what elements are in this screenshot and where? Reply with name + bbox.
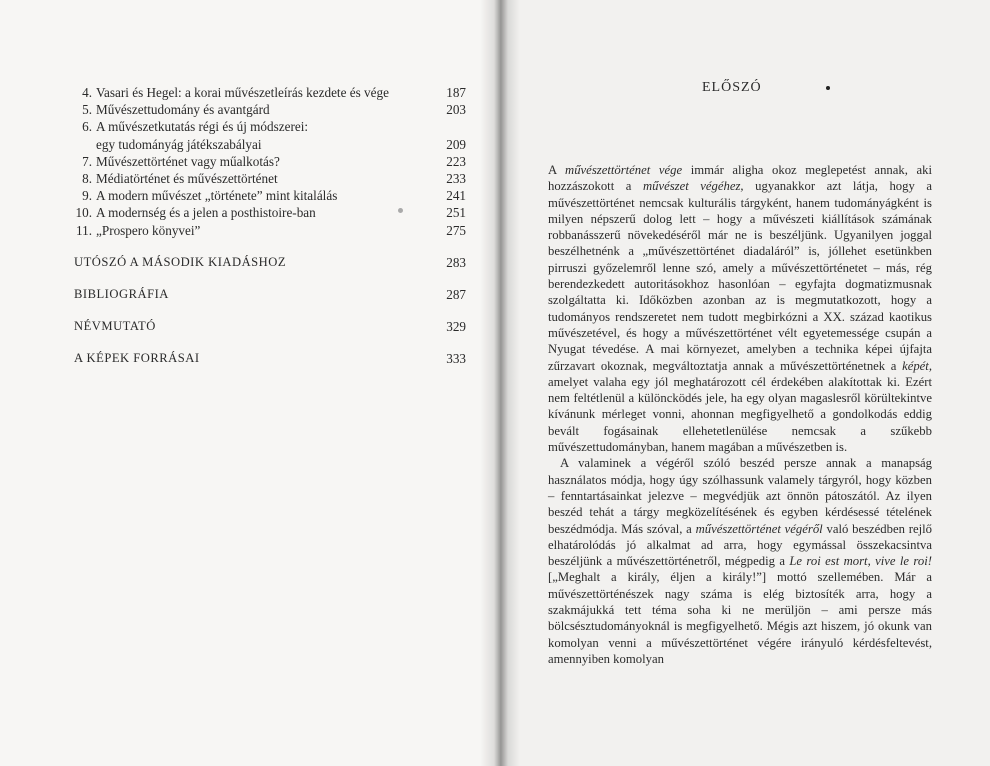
toc-page xyxy=(436,118,466,135)
toc-title: Médiatörténet és művészettörténet xyxy=(96,171,278,187)
toc-title: Vasari és Hegel: a korai művészetleírás kezdete és vége xyxy=(96,85,389,100)
toc-number: 11. xyxy=(76,222,92,238)
toc-page: 275 xyxy=(446,222,466,238)
preface-paragraph xyxy=(548,455,932,667)
table-of-contents xyxy=(74,84,466,368)
preface-body xyxy=(548,162,932,667)
text-run: amelyet valaha egy jól meghatározott cél érdekében alakítottak ki. Ezért nem feltétlenül a különcködés jele, ha egy olyan magaslesről körültekintve kívánunk mérleget vonni, ahonnan megfigyelhető a gondolkodás eddig bevált fogásainak ellehetetlenülése nemcsak a szűkebb művészettudományban, hanem magában a művészetben is. xyxy=(548,374,932,455)
toc-number: 4. xyxy=(82,85,92,100)
toc-number: 10. xyxy=(75,205,92,221)
text-run: immár aligha okoz meglepetést annak, aki hozzászokott a xyxy=(548,163,932,194)
preface-title: ELŐSZÓ xyxy=(702,80,762,95)
toc-entry xyxy=(74,84,466,101)
toc-entry xyxy=(74,153,466,170)
book-gutter xyxy=(480,0,520,766)
toc-title: egy tudományág játékszabályai xyxy=(96,136,262,152)
toc-entry-continuation xyxy=(74,136,466,153)
text-run: A valaminek a végéről szóló beszéd persze annak a manapság használatos módja, hogy úgy szólhassunk valamely tárgyról, hogy közben – fenntartásainkat jelezve – megvédjük azt önnön pátoszától. Az ilyen beszéd tehát a tárgy megközelítésének és egyben kérdésessé tételének beszédmódja. Más szóval, a xyxy=(548,456,932,536)
toc-section xyxy=(74,318,466,335)
toc-section-title: UTÓSZÓ A MÁSODIK KIADÁSHOZ xyxy=(74,254,287,269)
toc-entry xyxy=(74,118,466,135)
italic-run: Le roi est mort, vive le roi! xyxy=(789,554,932,569)
paper-speck xyxy=(398,208,403,213)
toc-page: 287 xyxy=(446,287,466,303)
toc-page: 241 xyxy=(446,188,466,204)
toc-page: 203 xyxy=(446,102,466,118)
toc-number: 6. xyxy=(82,119,92,135)
toc-title: Művészettörténet vagy műalkotás? xyxy=(96,153,280,169)
text-run: való beszédben rejlő elhatárolódás jó alkalmat ad arra, hogy egymással összekacsintva beszéljünk a művészettörténetről, mégpedig a xyxy=(548,521,932,569)
toc-title: „Prospero könyvei” xyxy=(96,222,201,238)
toc-entry xyxy=(74,187,466,204)
toc-title: A modernség és a jelen a posthistoire-ban xyxy=(96,205,316,221)
italic-run: művészet végéhez, xyxy=(642,179,744,194)
toc-title: A művészetkutatás régi és új módszerei: xyxy=(96,119,309,135)
toc-page: 333 xyxy=(446,351,466,367)
text-run: [„Meghalt a király, éljen a király!”] mottó szellemében. Már a művészettörténészek nagy száma is elég biztosíték arra, hogy a szakmájukká tett téma soha ki ne merüljön – ami persze más bölcsésztudományoknál is megfigyelhető. Mégis azt hiszem, jó okunk van komolyan venni a művészettörténet végére irányuló kérdésfeltevést, amennyiben komolyan xyxy=(548,570,932,666)
italic-run: művészettörténet vége xyxy=(565,163,683,177)
toc-page: 223 xyxy=(446,153,466,169)
toc-number: 8. xyxy=(82,171,92,187)
toc-number: 9. xyxy=(82,188,92,204)
toc-section-title: A KÉPEK FORRÁSAI xyxy=(74,351,200,366)
toc-number: 5. xyxy=(82,102,92,118)
toc-section-title: NÉVMUTATÓ xyxy=(74,319,156,334)
toc-section-title: BIBLIOGRÁFIA xyxy=(74,287,169,302)
toc-entry xyxy=(74,170,466,187)
toc-section xyxy=(74,350,466,367)
ink-dot xyxy=(826,86,830,90)
toc-number: 7. xyxy=(82,153,92,169)
toc-page: 233 xyxy=(446,171,466,187)
text-run: A xyxy=(548,163,566,177)
toc-title: Művészettudomány és avantgárd xyxy=(96,102,270,118)
toc-section xyxy=(74,286,466,303)
toc-entry xyxy=(74,222,466,239)
toc-page: 187 xyxy=(446,85,466,100)
text-run: ugyanakkor azt látja, hogy a művészettörténet nemcsak kulturális tárgyként, hanem tudományágként is milyen népszerű dolog lett – hogy a művészeti kiállítások számának robbanásszerű növekedéséről már ne is beszéljünk. Ugyanilyen joggal beszélhetnénk a „művészettörténet diadaláról” is, jóllehet esetünkben pirruszi győzelemről lenne szó, amely a művészettörténetet – más, rég berendezkedett autoritásokhoz hasonlóan – egyfajta dogmatizmusnak szolgáltatta ki. Időközben azonban az is megmutatkozott, hogy a tudományos rendszeretet nem tudott megbirkózni a XX. század kaotikus művészetével, és hogy a művészettörténet vélt egyetemessége csupán a Nyugat tévedése. A mai környezet, amelyben a technika képei újfajta zűrzavart okoznak, megváltoztatja annak a művészettörténetnek a xyxy=(548,179,932,373)
toc-page: 329 xyxy=(446,319,466,335)
toc-page: 251 xyxy=(446,205,466,221)
preface-paragraph xyxy=(548,162,932,455)
toc-page: 283 xyxy=(446,254,466,270)
toc-entry xyxy=(74,204,466,221)
toc-entry xyxy=(74,101,466,118)
toc-title: A modern művészet „története” mint kitalálás xyxy=(96,188,338,204)
toc-page: 209 xyxy=(446,136,466,152)
toc-section xyxy=(74,254,466,271)
italic-run: képét, xyxy=(902,358,932,373)
italic-run: művészettörténet végéről xyxy=(695,521,823,536)
